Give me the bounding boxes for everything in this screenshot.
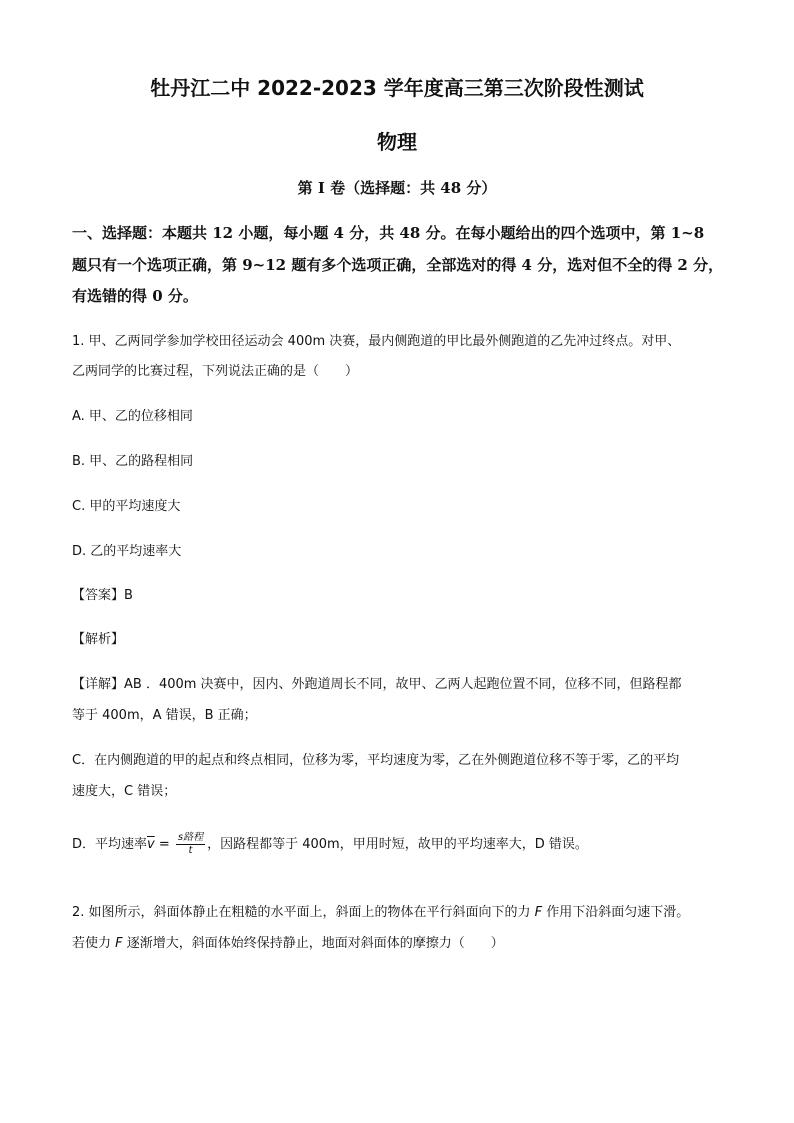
volume-heading: 第 I 卷（选择题：共 48 分） <box>297 179 497 197</box>
q1-d-prefix: D．平均速率 <box>72 837 148 852</box>
q1-option-c: C. 甲的平均速度大 <box>72 499 181 514</box>
fraction-numerator: s路程 <box>177 832 204 843</box>
force-symbol: F <box>115 936 123 951</box>
q1-option-d: D. 乙的平均速率大 <box>72 544 182 559</box>
force-symbol: F <box>534 905 543 920</box>
equals-sign: = <box>154 837 174 852</box>
q2-stem-line1 <box>72 901 689 920</box>
q1-option-a: A. 甲、乙的位移相同 <box>72 409 193 424</box>
q1-detail-line1: 【详解】AB ．400m 决赛中，因内、外跑道周长不同，故甲、乙两人起跑位置不同，位移不同，但路程都 <box>72 677 682 692</box>
q1-detail-line2: 等于 400m，A 错误，B 正确； <box>72 708 257 723</box>
q2-line1-prefix: 2. 如图所示，斜面体静止在粗糙的水平面上，斜面上的物体在平行斜面向下的力 <box>72 905 535 920</box>
q1-c-line1: C．在内侧跑道的甲的起点和终点相同，位移为零，平均速度为零，乙在外侧跑道位移不等于零，乙的平均 <box>72 753 680 768</box>
q1-d-suffix: ，因路程都等于 400m，甲用时短，故甲的平均速率大，D 错误。 <box>207 837 588 852</box>
exam-title: 牡丹江二中 2022-2023 学年度高三第三次阶段性测试 <box>150 76 644 100</box>
q2-line1-suffix: 作用下沿斜面匀速下滑。 <box>542 905 690 920</box>
q2-stem-line2 <box>72 932 504 951</box>
velocity-symbol: $\overline{v}$ <box>147 837 155 852</box>
section-instructions-line3: 有选错的得 0 分。 <box>72 287 198 305</box>
section-instructions-line1: 一、选择题：本题共 12 小题，每小题 4 分，共 48 分。在每小题给出的四个选项中，第 1~8 <box>72 224 705 242</box>
q2-line2-suffix: 逐渐增大，斜面体始终保持静止，地面对斜面体的摩擦力（ ） <box>122 936 504 951</box>
q1-stem-line2: 乙两同学的比赛过程，下列说法正确的是（ ） <box>72 364 359 379</box>
q1-option-b: B. 甲、乙的路程相同 <box>72 454 194 469</box>
q1-stem-line1: 1. 甲、乙两同学参加学校田径运动会 400m 决赛，最内侧跑道的甲比最外侧跑道的乙先冲过终点。对甲、 <box>72 334 681 349</box>
q1-d-explanation <box>72 832 588 857</box>
q1-analysis-heading: 【解析】 <box>72 632 125 647</box>
q1-c-line2: 速度大，C 错误； <box>72 784 177 799</box>
section-instructions-line2: 题只有一个选项正确，第 9~12 题有多个选项正确，全部选对的得 4 分，选对但不全的得 2 分， <box>72 256 724 274</box>
q1-answer: 【答案】B <box>72 588 133 603</box>
average-speed-fraction <box>176 832 205 857</box>
q2-line2-prefix: 若使力 <box>72 936 116 951</box>
subject-title: 物理 <box>377 130 417 154</box>
fraction-denominator: t <box>188 845 193 856</box>
